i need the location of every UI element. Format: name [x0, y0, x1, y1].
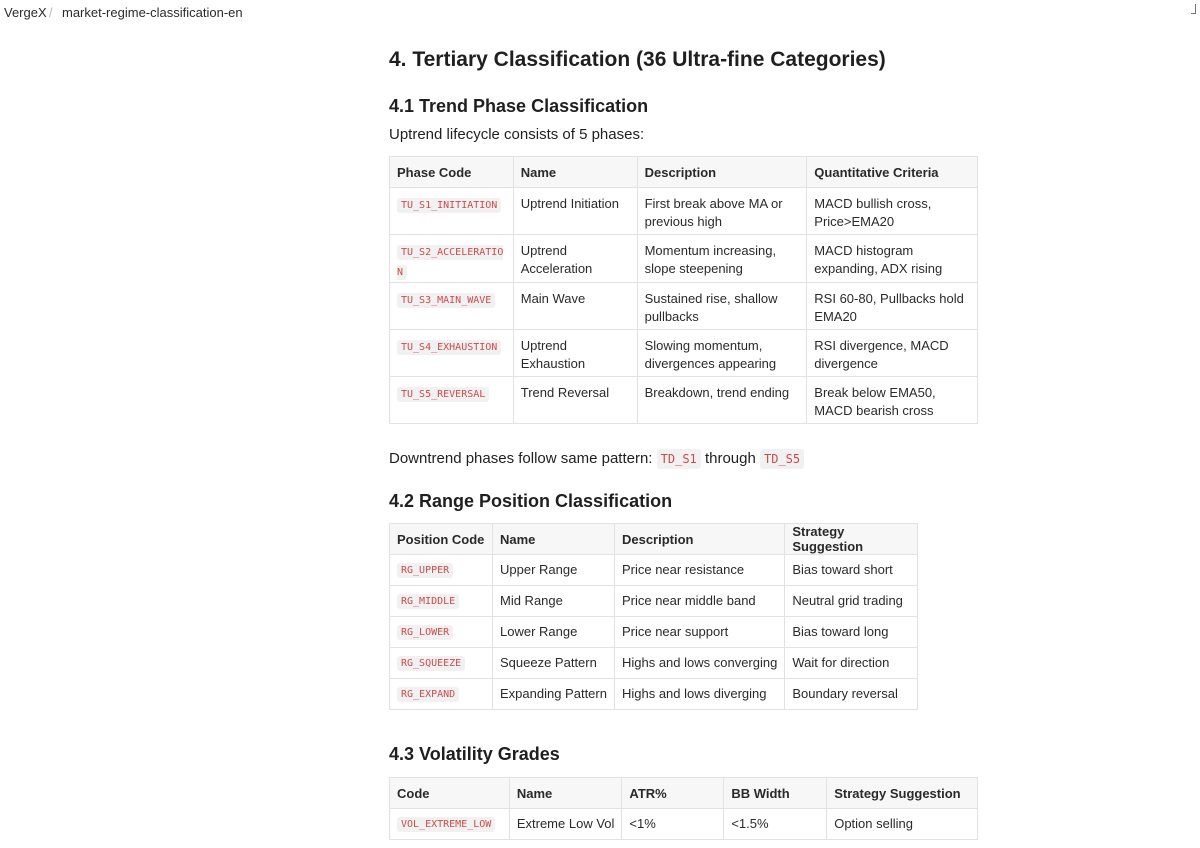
criteria-cell: RSI 60-80, Pullbacks hold EMA20 — [807, 283, 978, 330]
table-row — [390, 555, 918, 586]
column-header: Name — [513, 157, 637, 188]
column-header: Description — [614, 524, 784, 555]
bb-width-cell: <1.5% — [724, 809, 827, 840]
code-cell — [390, 330, 514, 377]
code-cell — [390, 809, 510, 840]
phase-code: TU_S4_EXHAUSTION — [397, 340, 501, 355]
strategy-cell: Wait for direction — [785, 648, 918, 679]
description-cell: First break above MA or previous high — [637, 188, 807, 235]
position-code: RG_UPPER — [397, 563, 453, 578]
phase-code: TU_S1_INITIATION — [397, 198, 501, 213]
trend-heading: 4.1 Trend Phase Classification — [389, 96, 649, 116]
description-cell: Slowing momentum, divergences appearing — [637, 330, 807, 377]
name-cell: Uptrend Exhaustion — [513, 330, 637, 377]
column-header: Code — [390, 778, 510, 809]
breadcrumb-root[interactable]: VergeX — [4, 5, 47, 20]
name-cell: Mid Range — [493, 586, 615, 617]
corner-resize-icon — [1191, 4, 1196, 14]
name-cell: Squeeze Pattern — [493, 648, 615, 679]
atr-cell: <1% — [622, 809, 724, 840]
code-cell — [390, 648, 493, 679]
criteria-cell: RSI divergence, MACD divergence — [807, 330, 978, 377]
table-header-row — [390, 778, 978, 809]
description-cell: Price near support — [614, 617, 784, 648]
code-cell — [390, 617, 493, 648]
downtrend-code-start: TD_S1 — [657, 449, 701, 469]
description-cell: Highs and lows diverging — [614, 679, 784, 710]
volatility-table — [389, 777, 978, 840]
downtrend-code-end: TD_S5 — [760, 449, 804, 469]
downtrend-text: through — [704, 450, 756, 467]
code-cell — [390, 235, 514, 283]
column-header: Strategy Suggestion — [785, 524, 918, 555]
name-cell: Trend Reversal — [513, 377, 637, 424]
table-row — [390, 809, 978, 840]
column-header: Quantitative Criteria — [807, 157, 978, 188]
position-code: RG_LOWER — [397, 625, 453, 640]
description-cell: Sustained rise, shallow pullbacks — [637, 283, 807, 330]
strategy-cell: Bias toward long — [785, 617, 918, 648]
name-cell: Uptrend Initiation — [513, 188, 637, 235]
section-title: 4. Tertiary Classification (36 Ultra-fine Categories) — [389, 48, 886, 71]
breadcrumb-separator: / — [49, 5, 53, 20]
phase-code: TU_S5_REVERSAL — [397, 387, 489, 402]
column-header: Phase Code — [390, 157, 514, 188]
column-header: Position Code — [390, 524, 493, 555]
code-cell — [390, 679, 493, 710]
table-header-row — [390, 524, 918, 555]
code-cell — [390, 555, 493, 586]
volatility-code: VOL_EXTREME_LOW — [397, 817, 495, 832]
breadcrumb-page[interactable]: market-regime-classification-en — [62, 5, 243, 20]
column-header: BB Width — [724, 778, 827, 809]
name-cell: Uptrend Acceleration — [513, 235, 637, 283]
position-code: RG_SQUEEZE — [397, 656, 465, 671]
description-cell: Price near middle band — [614, 586, 784, 617]
range-heading: 4.2 Range Position Classification — [389, 491, 673, 511]
code-cell — [390, 283, 514, 330]
code-cell — [390, 377, 514, 424]
trend-intro: Uptrend lifecycle consists of 5 phases: — [389, 126, 645, 143]
table-row — [390, 679, 918, 710]
position-code: RG_MIDDLE — [397, 594, 459, 609]
name-cell: Main Wave — [513, 283, 637, 330]
criteria-cell: Break below EMA50, MACD bearish cross — [807, 377, 978, 424]
code-cell — [390, 586, 493, 617]
strategy-cell: Bias toward short — [785, 555, 918, 586]
column-header: Name — [509, 778, 622, 809]
name-cell: Upper Range — [493, 555, 615, 586]
phase-code: TU_S3_MAIN_WAVE — [397, 293, 495, 308]
strategy-cell: Neutral grid trading — [785, 586, 918, 617]
criteria-cell: MACD bullish cross, Price>EMA20 — [807, 188, 978, 235]
description-cell: Momentum increasing, slope steepening — [637, 235, 807, 283]
downtrend-text: Downtrend phases follow same pattern: — [389, 450, 653, 467]
range-position-table — [389, 523, 918, 710]
downtrend-note — [389, 450, 804, 468]
code-cell — [390, 188, 514, 235]
table-row — [390, 377, 978, 424]
table-row — [390, 648, 918, 679]
table-row — [390, 283, 978, 330]
top-bar — [0, 0, 1200, 24]
table-row — [390, 586, 918, 617]
table-row — [390, 188, 978, 235]
table-row — [390, 330, 978, 377]
strategy-cell: Boundary reversal — [785, 679, 918, 710]
criteria-cell: MACD histogram expanding, ADX rising — [807, 235, 978, 283]
position-code: RG_EXPAND — [397, 687, 459, 702]
name-cell: Expanding Pattern — [493, 679, 615, 710]
description-cell: Breakdown, trend ending — [637, 377, 807, 424]
strategy-cell: Option selling — [827, 809, 978, 840]
volatility-heading: 4.3 Volatility Grades — [389, 744, 560, 764]
description-cell: Highs and lows converging — [614, 648, 784, 679]
column-header: Strategy Suggestion — [827, 778, 978, 809]
phase-code: TU_S2_ACCELERATION — [397, 247, 504, 278]
column-header: Name — [493, 524, 615, 555]
name-cell: Extreme Low Vol — [509, 809, 622, 840]
table-row — [390, 617, 918, 648]
column-header: Description — [637, 157, 807, 188]
table-header-row — [390, 157, 978, 188]
column-header: ATR% — [622, 778, 724, 809]
name-cell: Lower Range — [493, 617, 615, 648]
description-cell: Price near resistance — [614, 555, 784, 586]
trend-phase-table — [389, 156, 978, 424]
table-row — [390, 235, 978, 283]
